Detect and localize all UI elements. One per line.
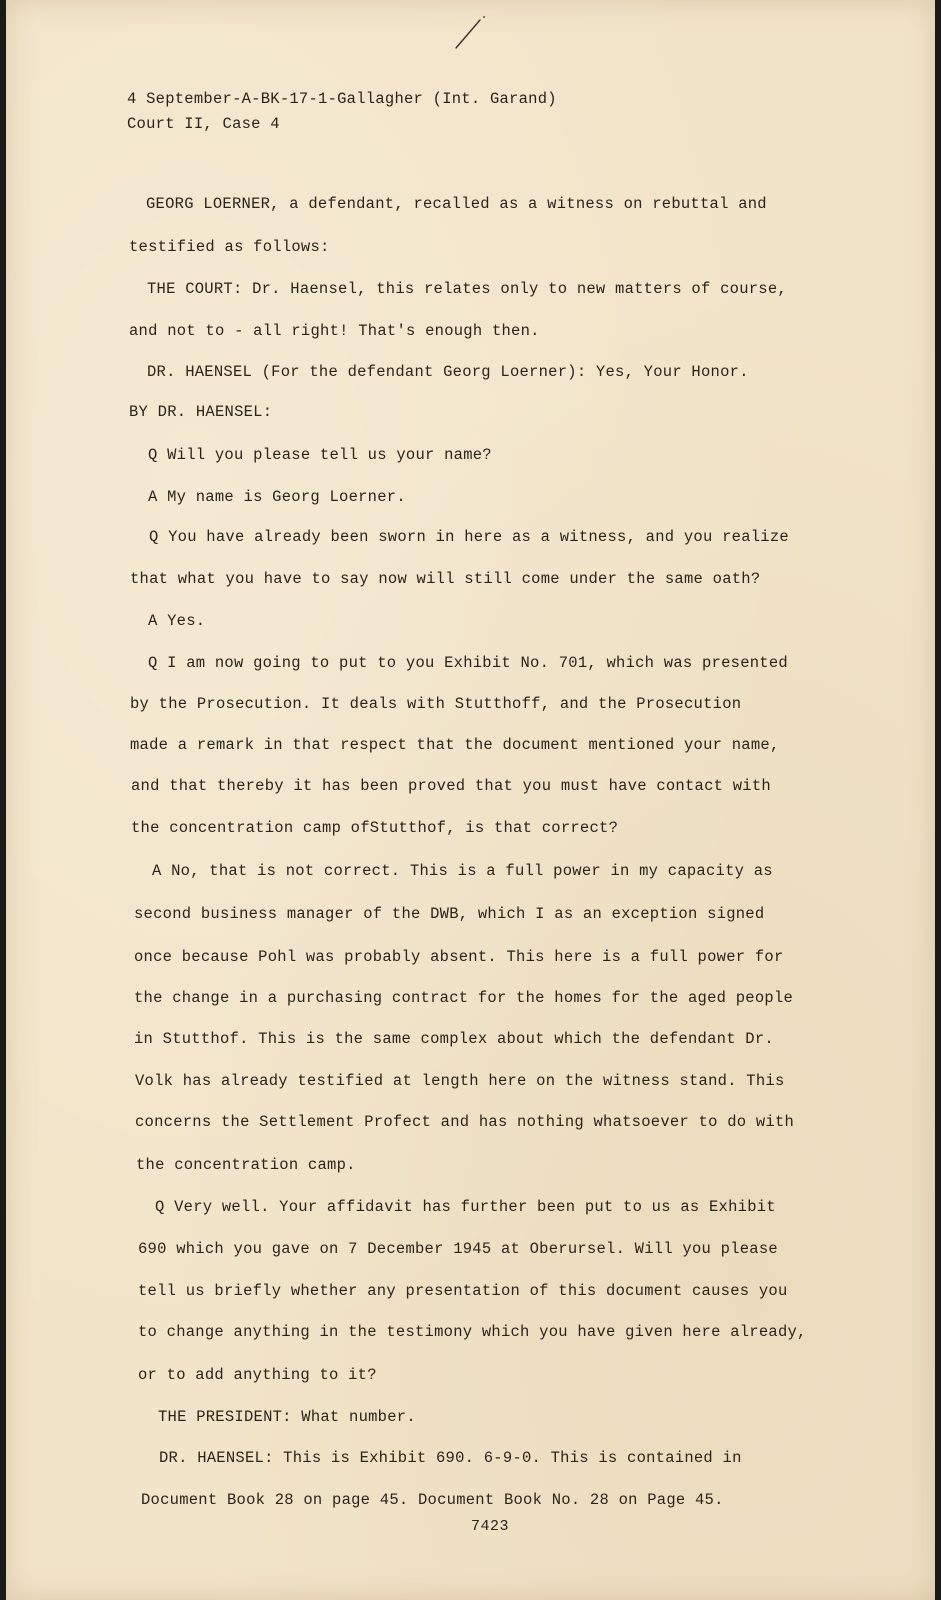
body-line: and not to - all right! That's enough then. [129,322,540,340]
body-line: that what you have to say now will still come under the same oath? [130,570,761,588]
body-line: DR. HAENSEL (For the defendant Georg Loerner): Yes, Your Honor. [147,363,749,381]
body-line: made a remark in that respect that the document mentioned your name, [130,736,780,754]
pencil-check-mark [452,14,488,54]
page-number: 7423 [471,1518,510,1535]
body-line: BY DR. HAENSEL: [129,403,273,421]
body-line: the concentration camp ofStutthof, is that correct? [131,819,619,837]
body-line: tell us briefly whether any presentation of this document causes you [138,1282,788,1300]
body-line: Q Very well. Your affidavit has further been put to us as Exhibit [155,1198,776,1216]
body-line: Q You have already been sworn in here as a witness, and you realize [149,528,789,546]
body-line: the concentration camp. [136,1156,356,1174]
header-line-1: 4 September-A-BK-17-1-Gallagher (Int. Garand) [127,90,557,108]
body-line: GEORG LOERNER, a defendant, recalled as a witness on rebuttal and [146,195,767,213]
document-page [6,0,935,1600]
body-line: second business manager of the DWB, which I as an exception signed [134,905,765,923]
body-line: once because Pohl was probably absent. This here is a full power for [134,948,784,966]
body-line: concerns the Settlement Profect and has nothing whatsoever to do with [135,1113,795,1131]
body-line: A No, that is not correct. This is a full power in my capacity as [152,862,773,880]
body-line: to change anything in the testimony which you have given here already, [138,1323,807,1341]
header-line-2: Court II, Case 4 [127,115,280,133]
body-line: Q Will you please tell us your name? [148,446,492,464]
body-line: in Stutthof. This is the same complex about which the defendant Dr. [134,1030,774,1048]
body-line: Q I am now going to put to you Exhibit No. 701, which was presented [148,654,788,672]
body-line: A My name is Georg Loerner. [148,488,406,506]
body-line: A Yes. [148,612,206,630]
body-line: Document Book 28 on page 45. Document Book No. 28 on Page 45. [141,1491,724,1509]
body-line: or to add anything to it? [138,1366,377,1384]
body-line: testified as follows: [129,238,330,256]
body-line: the change in a purchasing contract for the homes for the aged people [134,989,794,1007]
body-line: DR. HAENSEL: This is Exhibit 690. 6-9-0. This is contained in [159,1449,742,1467]
body-line: Volk has already testified at length here on the witness stand. This [135,1072,785,1090]
body-line: THE COURT: Dr. Haensel, this relates only to new matters of course, [147,280,787,298]
body-line: and that thereby it has been proved that you must have contact with [131,777,771,795]
body-line: THE PRESIDENT: What number. [158,1408,416,1426]
body-line: by the Prosecution. It deals with Stutthoff, and the Prosecution [130,695,742,713]
body-line: 690 which you gave on 7 December 1945 at Oberursel. Will you please [138,1240,778,1258]
